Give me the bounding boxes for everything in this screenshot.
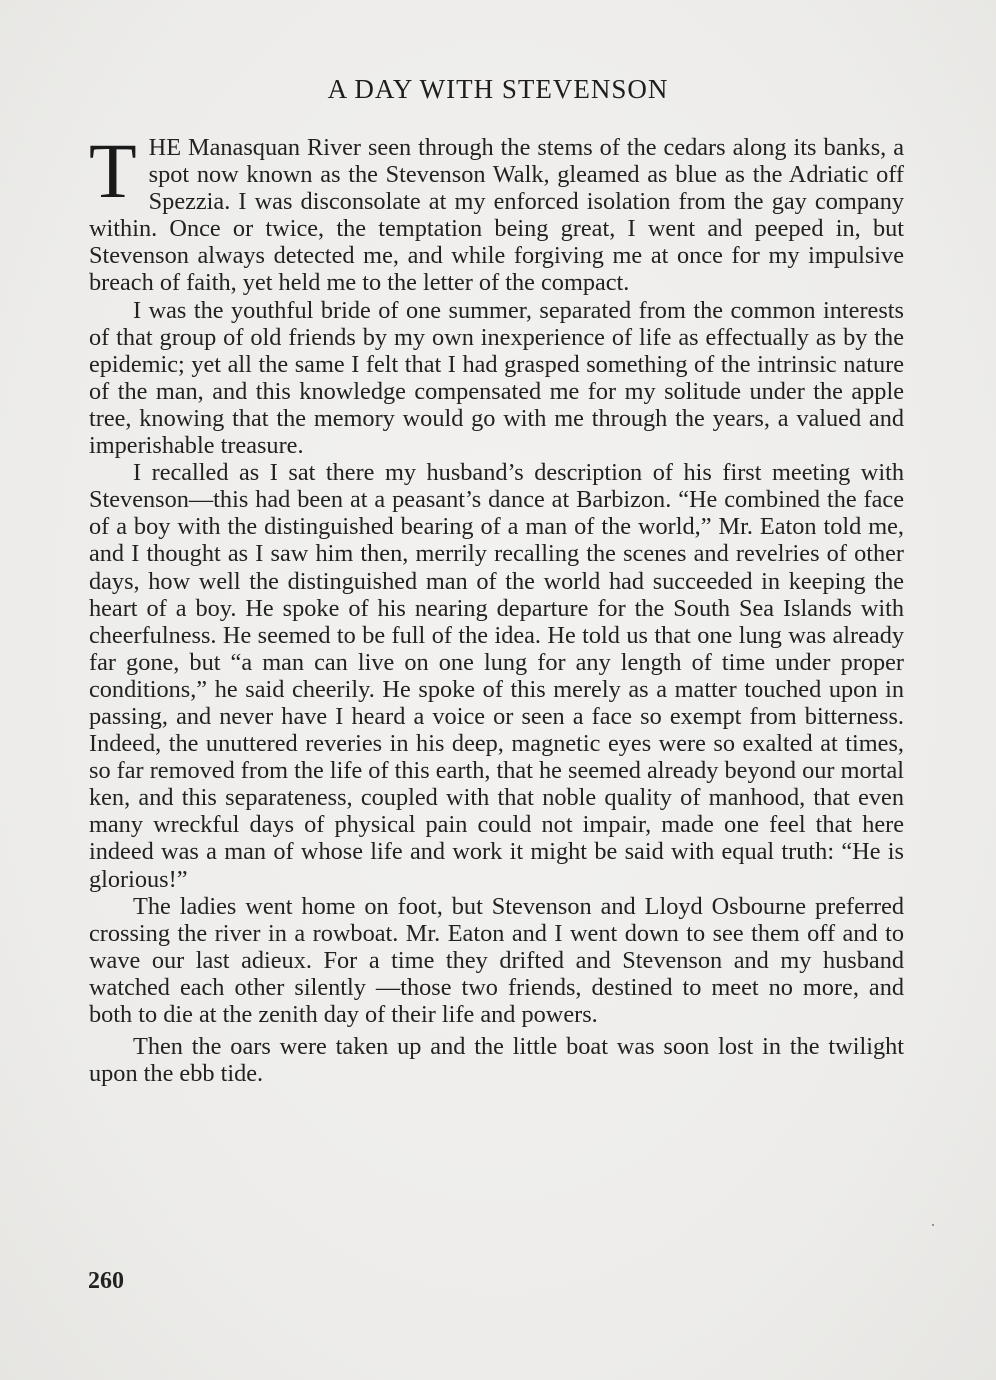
paper-speck xyxy=(932,1224,934,1226)
running-head: A DAY WITH STEVENSON xyxy=(327,74,669,104)
drop-cap: T xyxy=(89,127,137,214)
paragraph-1 xyxy=(89,127,904,297)
paragraph-5: Then the oars were taken up and the little boat was soon lost in the twilight upon the ebb tide. xyxy=(89,1033,904,1088)
body-text xyxy=(89,127,905,1088)
paragraph-4: The ladies went home on foot, but Stevenson and Lloyd Osbourne preferred crossing the river in a rowboat. Mr. Eaton and I went down to see them off and to wave our last adieux. For a time they drifted and Stevenson and my husband watched each other silently —those two friends, destined to meet no more, and both to die at the zenith day of their life and powers. xyxy=(89,892,904,1028)
paragraph-2: I was the youthful bride of one summer, separated from the common interests of that group of old friends by my own inexperience of life as effectually as by the epidemic; yet all the same I felt that I had grasped something of the intrinsic nature of the man, and this knowledge compensated me for my solitude under the apple tree, knowing that the memory would go with me through the years, a valued and imperishable treasure. xyxy=(89,296,904,460)
paragraph-1-text: HE Manasquan River seen through the stems of the cedars along its banks, a spot now known as the Stevenson Walk, gleamed as blue as the Adriatic off Spezzia. I was disconsolate at my enforced isolation from the gay company within. Once or twice, the temptation being great, I went and peeped in, but Stevenson always detected me, and while forgiving me at once for my impulsive breach of faith, yet held me to the letter of the compact. xyxy=(89,134,904,297)
page-number: 260 xyxy=(88,1268,124,1294)
paragraph-3: I recalled as I sat there my husband’s description of his first meeting with Stevenson—this had been at a peasant’s dance at Barbizon. “He combined the face of a boy with the distinguished bearing of a man of the world,” Mr. Eaton told me, and I thought as I saw him then, merrily recalling the scenes and revelries of other days, how well the distinguished man of the world had succeeded in keeping the heart of a boy. He spoke of his nearing departure for the South Sea Islands with cheerfulness. He seemed to be full of the idea. He told us that one lung was already far gone, but “a man can live on one lung for any length of time under proper conditions,” he said cheerily. He spoke of this merely as a matter touched upon in passing, and never have I heard a voice or seen a face so exempt from bitterness. Indeed, the unuttered reveries in his deep, magnetic eyes were so exalted at times, so far removed from the life of this earth, that he seemed already beyond our mortal ken, and this separateness, coupled with that noble quality of manhood, that even many wreckful days of physical pain could not impair, made one feel that here indeed was a man of whose life and work it might be said with equal truth: “He is glorious!” xyxy=(89,459,905,893)
